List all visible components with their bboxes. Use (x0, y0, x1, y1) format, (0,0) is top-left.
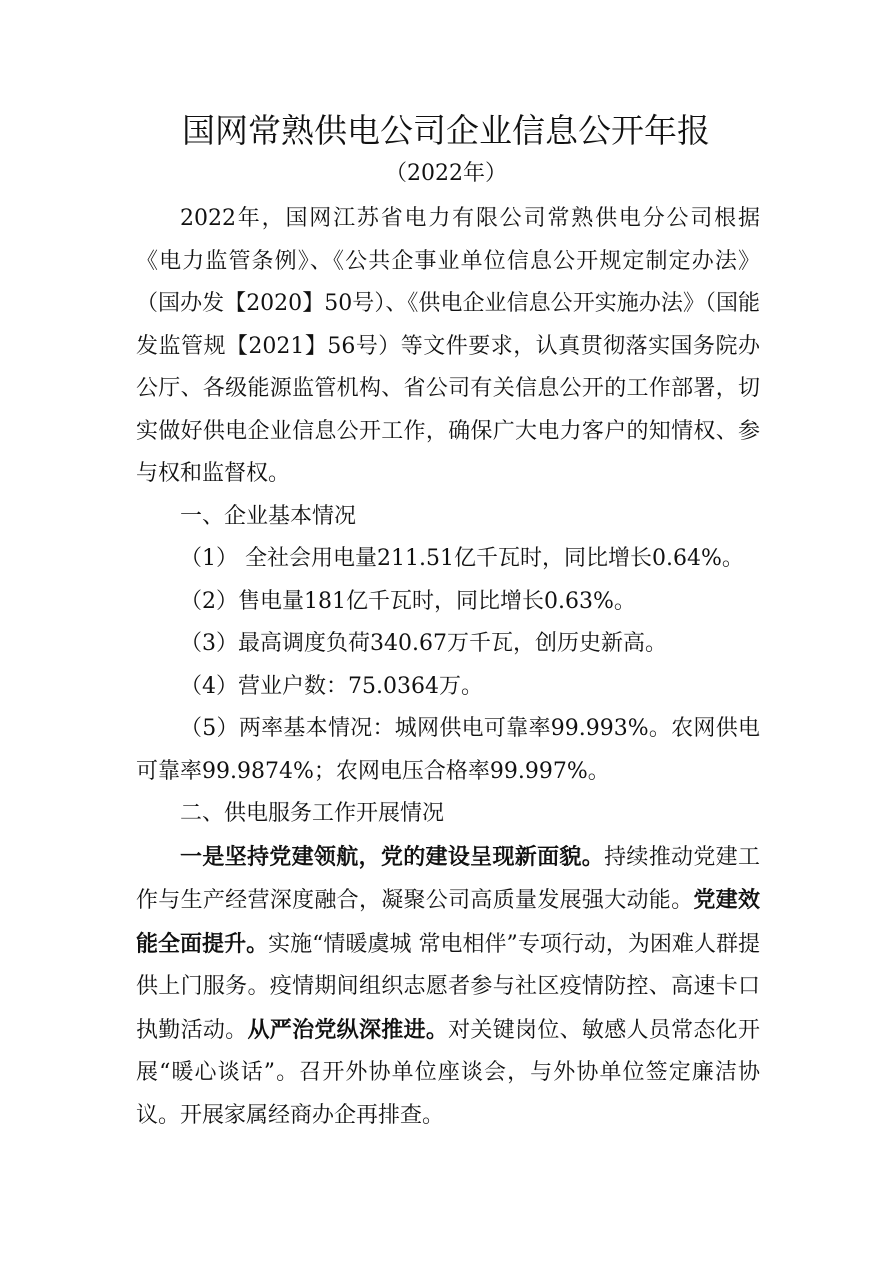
section2-heading: 二、供电服务工作开展情况 (180, 801, 445, 826)
paragraph-text: 持续推动党建工作与生产经营深度融合，凝聚公司高质量发展强大动能。 (136, 844, 760, 913)
list-item: （1） 全社会用电量211.51亿千瓦时，同比增长0.64%。 (180, 546, 744, 571)
document-body (136, 198, 760, 1137)
list-item: （2）售电量181亿千瓦时，同比增长0.63%。 (180, 588, 636, 614)
section1-heading: 一、企业基本情况 (180, 503, 357, 529)
bold-lead: 从严治党纵深推进。 (247, 1016, 449, 1043)
document-subtitle: （2022年） (385, 161, 507, 186)
list-item: （4）营业户数：75.0364万。 (180, 673, 483, 699)
list-item: （3）最高调度负荷340.67万千瓦，创历史新高。 (180, 631, 667, 656)
paragraph-text: 对关键岗位、敏感人员常态化开展“暖心谈话”。召开外协单位座谈会，与外协单位签定廉洁协议。开展家属经商办企再排查。 (136, 1017, 760, 1128)
bold-lead: 党建效能全面提升。 (136, 887, 760, 957)
bold-lead: 一是坚持党建领航，党的建设呈现新面貌。 (180, 843, 605, 870)
paragraph-text: 实施“情暖虞城 常电相伴”专项行动，为困难人群提供上门服务。疫情期间组织志愿者参与社区疫情防控、高速卡口执勤活动。 (136, 931, 760, 1043)
list-item: （5）两率基本情况：城网供电可靠率99.993%。农网供电可靠率99.9874%；农网电压合格率99.997%。 (136, 716, 760, 784)
intro-paragraph: 2022年，国网江苏省电力有限公司常熟供电分公司根据《电力监管条例》、《公共企事业单位信息公开规定制定办法》（国办发【2020】50号）、《供电企业信息公开实施办法》（国能发监管规【2021】56号）等文件要求，认真贯彻落实国务院办公厅、各级能源监管机构、省公司有关信息公开的工作部署，切实做好供电企业信息公开工作，确保广大电力客户的知情权、参与权和监督权。 (136, 206, 760, 486)
section2-paragraph (136, 836, 760, 1138)
document-title: 国网常熟供电公司企业信息公开年报 (182, 111, 710, 150)
